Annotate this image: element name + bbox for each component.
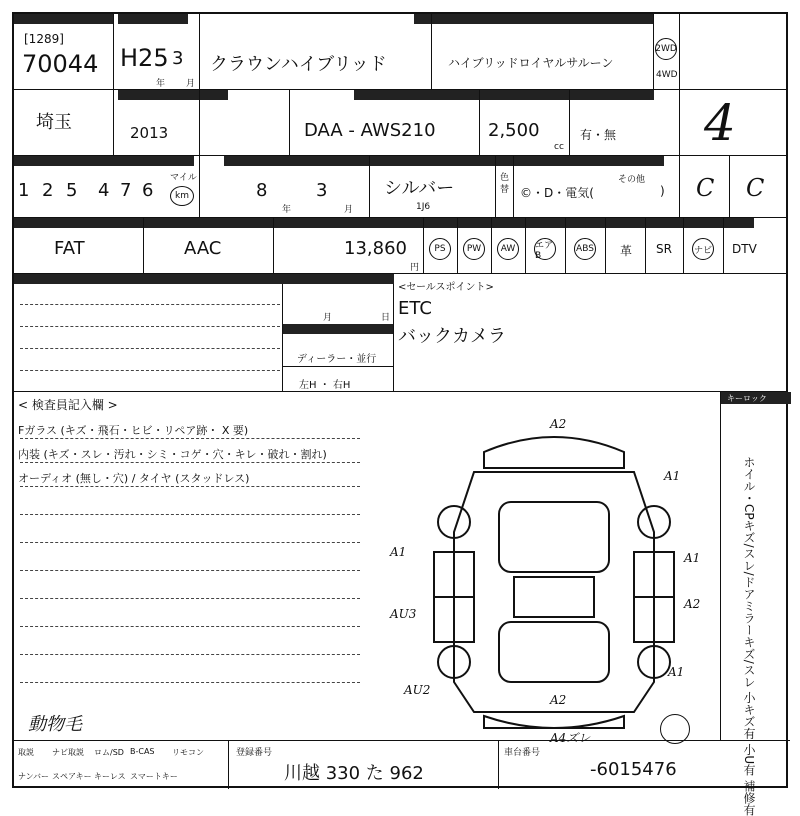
era-month: 3 [172, 48, 184, 69]
mileage-unit: km [170, 186, 194, 206]
exterior-score: C [746, 174, 765, 202]
grade: ハイブリッドロイヤルサルーン [448, 56, 614, 70]
damage-mark: A1 [668, 665, 685, 679]
paint-close: ) [660, 184, 665, 198]
bottom-bar [14, 740, 790, 791]
bottom-label: リモコン [172, 748, 204, 757]
mileage-cell [14, 156, 200, 217]
rear-bumper [484, 716, 624, 728]
sale-point: ETC [398, 298, 432, 319]
damage-mark: AU2 [404, 683, 431, 697]
sale-points-label: <セールスポイント> [398, 282, 494, 293]
equip-pw: PW [463, 238, 485, 260]
row-vehicle-header [14, 14, 786, 90]
model-code: DAA - AWS210 [304, 120, 436, 141]
lot-cell [14, 14, 114, 89]
displacement: 2,500 [488, 120, 540, 141]
equip-abs: ABS [574, 238, 596, 260]
entry-number: 70044 [22, 50, 99, 78]
drive-4wd: 4WD [656, 70, 678, 80]
sale-point: バックカメラ [398, 326, 506, 347]
damage-mark: A4ズレ [550, 731, 591, 742]
day-label: 日 [381, 313, 391, 323]
color: シルバー [384, 178, 455, 199]
color-code: 1J6 [416, 202, 431, 212]
bottom-label: ナビ取説 [52, 748, 84, 757]
windshield [499, 502, 609, 572]
note-interior: 内装 (キズ・スレ・汚れ・シミ・コゲ・穴・キレ・破れ・割れ) [18, 448, 327, 461]
key-lock: キーロック [727, 394, 767, 403]
shaken-year-unit: 年 [282, 205, 292, 215]
mileage-digit: 2 [42, 180, 54, 201]
shaken-month-unit: 月 [344, 205, 354, 215]
equip-airbag: エアB [534, 238, 556, 260]
damage-mark: AU3 [390, 607, 417, 621]
auction-sheet [12, 12, 788, 816]
year-unit: 年 [156, 79, 166, 89]
aircon: AAC [184, 238, 222, 259]
paint-other: その他 [618, 175, 646, 185]
equip-sr: SR [656, 242, 672, 256]
model-name: クラウンハイブリッド [210, 54, 387, 75]
inspector-label: < 検査員記入欄 > [18, 398, 118, 412]
equip-navi: ナビ [692, 238, 714, 260]
yes-no: 有・無 [580, 128, 617, 142]
bottom-label: キーレス [94, 772, 126, 781]
mileage-digit: 6 [142, 180, 154, 201]
equip-dtv: DTV [732, 242, 757, 256]
cc-unit: cc [554, 142, 564, 152]
row-spec [14, 90, 786, 156]
era-year: H25 [120, 44, 169, 72]
damage-mark: A1 [390, 545, 407, 559]
region: 埼玉 [36, 112, 72, 133]
era-cell [114, 14, 200, 89]
equip-aw: AW [497, 238, 519, 260]
bottom-label: B-CAS [130, 747, 155, 756]
shaken-month: 3 [316, 180, 328, 201]
paint-options: ©・D・電気( [520, 186, 594, 200]
handle-line: 左H ・ 右H [299, 380, 351, 391]
color-change: 色替 [500, 173, 510, 195]
car-body [454, 472, 654, 712]
lot-number: [1289] [24, 32, 64, 46]
damage-mark: A2 [550, 417, 567, 431]
shaken-year: 8 [256, 180, 268, 201]
bottom-label: スマートキー [130, 772, 178, 781]
mileage-digit: 4 [98, 180, 110, 201]
damage-mark: A2 [684, 597, 701, 611]
note-audio: オーディオ (無し・穴) / タイヤ (スタッドレス) [18, 472, 250, 485]
color-cell [370, 156, 496, 217]
handwritten-note: 動物毛 [28, 714, 82, 735]
dealer-box [282, 284, 394, 391]
row-equipment [14, 218, 786, 274]
mileage-digit: 5 [66, 180, 78, 201]
month-label: 月 [323, 313, 333, 323]
month-unit: 月 [186, 79, 196, 89]
front-bumper [484, 437, 624, 468]
equip-ps: PS [429, 238, 451, 260]
chassis-label: 車台番号 [504, 748, 541, 758]
damage-mark: A2 [550, 693, 567, 707]
mileage-digit: 7 [120, 180, 132, 201]
plate: 川越 330 た 962 [284, 763, 424, 784]
bottom-label: スペアキー [52, 772, 92, 781]
drive-2wd: 2WD [655, 38, 677, 60]
shaken-cell [200, 156, 370, 217]
plate-label: 登録番号 [236, 748, 273, 758]
car-diagram [374, 412, 734, 742]
mileage-digit: 1 [18, 180, 30, 201]
chassis: -6015476 [590, 759, 677, 780]
rear-window [499, 622, 609, 682]
row-mileage [14, 156, 786, 218]
dealer-line: ディーラー・並行 [297, 354, 377, 365]
bottom-label: 取説 [18, 748, 34, 757]
overall-score: 4 [704, 94, 736, 152]
note-glass: Fガラス (キズ・飛石・ヒビ・リペア跡・ X 要) [18, 424, 249, 437]
recycle-fee: 13,860 [344, 238, 407, 259]
transmission: FAT [54, 238, 85, 259]
equip-leather: 革 [620, 244, 633, 258]
damage-mark: A1 [684, 551, 701, 565]
drive-cell [654, 14, 680, 89]
bottom-label: ナンバー [18, 772, 50, 781]
model-cell [200, 14, 432, 89]
interior-score: C [696, 174, 715, 202]
grade-cell [432, 14, 654, 89]
side-vertical-notes: ホイル・CPキズ/スレ/ドアミラーキズ/スレ 小キズ有 小U有 補修有 [742, 456, 756, 816]
western-year: 2013 [130, 124, 169, 142]
roof [514, 577, 594, 617]
recycle-unit: 円 [410, 263, 420, 273]
bottom-label: ロム/SD [94, 748, 124, 757]
damage-mark: A1 [664, 469, 681, 483]
row-sale-points [14, 274, 786, 392]
mileage-unit-top: マイル [170, 173, 197, 183]
